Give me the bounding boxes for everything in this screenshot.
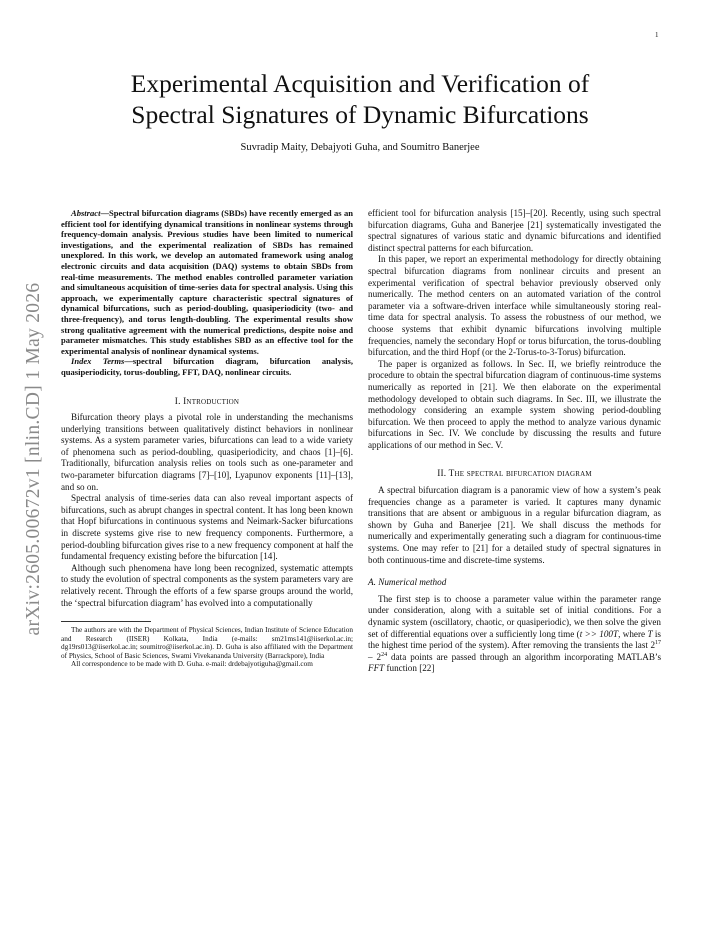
intro-paragraph-2: Spectral analysis of time-series data can also reveal important aspects of bifurcations, such as abrupt changes in spectral content. It has long been known that Hopf bifurcations in continuous systems and Neimark-Sacker bifurcations in discrete systems give rise to new frequency components. Furthermore, a period-doubling bifurcation gives rise to a new frequency component at half the fundamental frequency existing before the bifurcation [14].	[61, 493, 353, 562]
footnote-affiliation: The authors are with the Department of Physical Sciences, Indian Institute of Science Education and Research (IISER) Kolkata, India (e-mails: sm21ms141@iiserkol.ac.in; dg19rs013@iiserkol.ac.in; soumitro@iiserkol.ac.in). D. Guha is also affiliated with the Department of Physics, School of Basic Sciences, Swami Vivekananda University (Barrackpore), India	[61, 626, 353, 660]
section-heading-introduction: I. Introduction	[174, 396, 240, 407]
num-text-4: data points are passed through an algorithm incorporating MATLAB’s	[387, 651, 661, 662]
section2-paragraph-1: A spectral bifurcation diagram is a panoramic view of how a system’s peak frequencies change as a parameter is varied. It captures many dynamic transitions that are absent or ambiguous in a regular bifurcation diagram, as shown by Guha and Banerjee [21]. We shall discuss the methods for numerically and experimentally generating such a diagram for continuous-time systems. One may refer to [21] for a detailed study of spectral signatures in both continuous-time and discrete-time systems.	[368, 485, 661, 565]
num-text-2: , where	[618, 628, 648, 639]
num-text-1: The first step is to choose a parameter value within the parameter range under consideration, along with a suitable set of initial conditions. For a dynamic system (oscillatory, chaotic, or quasiperiodic), we then solve the given set of differential equations over a sufficiently long time (	[368, 593, 661, 639]
num-math-2: T	[647, 628, 653, 639]
num-text-5: function [22]	[384, 663, 435, 674]
index-terms-text: —spectral bifurcation diagram, bifurcation analysis, quasiperiodicity, torus-doubling, FFT, DAQ, nonlinear circuits.	[61, 356, 353, 377]
abstract	[61, 208, 353, 356]
index-terms-label: Index Terms	[71, 356, 125, 367]
right-paragraph-1: efficient tool for bifurcation analysis [15]–[20]. Recently, using such spectral bifurcation diagrams, Guha and Banerjee [21] systematically investigated the spectral signatures of various static and dynamic bifurcations and identified distinct spectral patterns for each bifurcation.	[368, 208, 661, 253]
num-math-1: t >> 100T	[579, 628, 619, 639]
intro-paragraph-1: Bifurcation theory plays a pivotal role in understanding the mechanisms underlying transitions between qualitatively distinct behaviors in nonlinear systems. As a system parameter varies, bifurcations can lead to a wide variety of phenomena such as period-doubling, quasiperiodicity, and chaos [1]–[6]. Traditionally, bifurcation analysis relies on tools such as one-parameter and two-parameter bifurcation diagrams [7]–[10], Lyapunov exponents [11]–[13], and so on.	[61, 412, 353, 492]
abstract-label: Abstract	[71, 208, 101, 218]
footnote-rule	[61, 621, 151, 622]
arxiv-watermark	[22, 258, 46, 660]
num-dash: –	[368, 651, 377, 662]
intro-paragraph-3: Although such phenomena have long been recognized, systematic attempts to study the evolution of spectral components as the system parameters vary are relatively recent. Through the efforts of a few sparse groups around the world, the ‘spectral bifurcation diagram’ has evolved into a computationally	[61, 562, 353, 608]
arxiv-id: arXiv:2605.00672v1 [nlin.CD] 1 May 2026	[23, 282, 44, 636]
right-paragraph-3: The paper is organized as follows. In Sec. II, we briefly reintroduce the procedure to obtain the spectral bifurcation diagram of continuous-time systems numerically as reported in [21]. We then elaborate on the experimental methodology developed to obtain such diagrams. In Sec. III, we illustrate the methodology considering an example system showing period-doubling bifurcation. We then proceed to apply the method to analyze various dynamic bifurcations in Sec. IV. We conclude by discussing the results and future applications of our method in Sec. V.	[368, 358, 661, 450]
left-column	[61, 208, 353, 669]
num-fft: FFT	[368, 663, 385, 674]
footnote-correspondence: All correspondence to be made with D. Guha. e-mail: drdebajyotiguha@gmail.com	[71, 660, 313, 669]
num-exponent-1: 17	[655, 640, 661, 647]
paper-title	[90, 68, 630, 130]
abstract-text: —Spectral bifurcation diagrams (SBDs) have recently emerged as an efficient tool for identifying dynamical transitions in nonlinear systems through frequency-domain analysis. Previous studies have been limited to numerical investigations, and the experimental realization of SBDs has remained unexplored. In this work, we develop an automated framework using analog electronic circuits and data acquisition (DAQ) systems to obtain SBDs from real-time measurements. The method enables controlled parameter variation and simultaneous acquisition of time-series data for spectral analysis. Using this approach, we experimentally capture characteristic spectral signatures of dynamical bifurcations, such as period-doubling, quasiperiodicity (two- and three-frequency), and torus length-doubling. The experimental results show strong qualitative agreement with the numerical predictions, despite noise and parameter mismatches. This study establishes SBD as an effective tool for the experimental analysis of nonlinear dynamical systems.	[61, 208, 353, 356]
num-exponent-2: 24	[381, 651, 388, 658]
num-text-3: is the highest time period of the system). After removing the transients the last	[368, 628, 661, 651]
right-paragraph-2: In this paper, we report an experimental methodology for directly obtaining spectral bifurcation diagrams from nonlinear circuits and present an experimental verification of spectral behavior previously observed only numerically. The method centers on an automated variation of the control parameter via a software-driven interface while simultaneously storing real-time data for spectral analysis. To assess the robustness of our method, we choose systems that exhibit dynamic bifurcations involving multiple frequencies, namely the secondary Hopf or torus bifurcation, the torus-doubling bifurcation, and the third Hopf (or the 2-Torus-to-3-Torus) bifurcation.	[368, 254, 661, 358]
numerical-method-paragraph: The first step is to choose a parameter value within the parameter range under consideration, along with a suitable set of initial conditions. For a dynamic system (oscillatory, chaotic, or quasiperiodic), we then solve the given set of differential equations over a sufficiently long time (t >> 100T, where T is the highest time period of the system). After removing the transients the last $2^{17} - 2^{24}$ data points are passed through an algorithm incorporating MATLAB’s FFT function [22]	[368, 593, 661, 674]
section-heading-spectral-bifurcation-diagram: II. The spectral bifurcation diagram	[437, 469, 592, 480]
title-line-2: Spectral Signatures of Dynamic Bifurcations	[131, 100, 589, 129]
title-line-1: Experimental Acquisition and Verification of	[130, 69, 590, 98]
subsection-heading-numerical-method: A. Numerical method	[368, 577, 447, 588]
index-terms	[61, 356, 353, 377]
author-list: Suvradip Maity, Debajyoti Guha, and Soumitro Banerjee	[240, 142, 480, 153]
right-column	[368, 208, 661, 675]
page-number: 1	[655, 31, 659, 39]
